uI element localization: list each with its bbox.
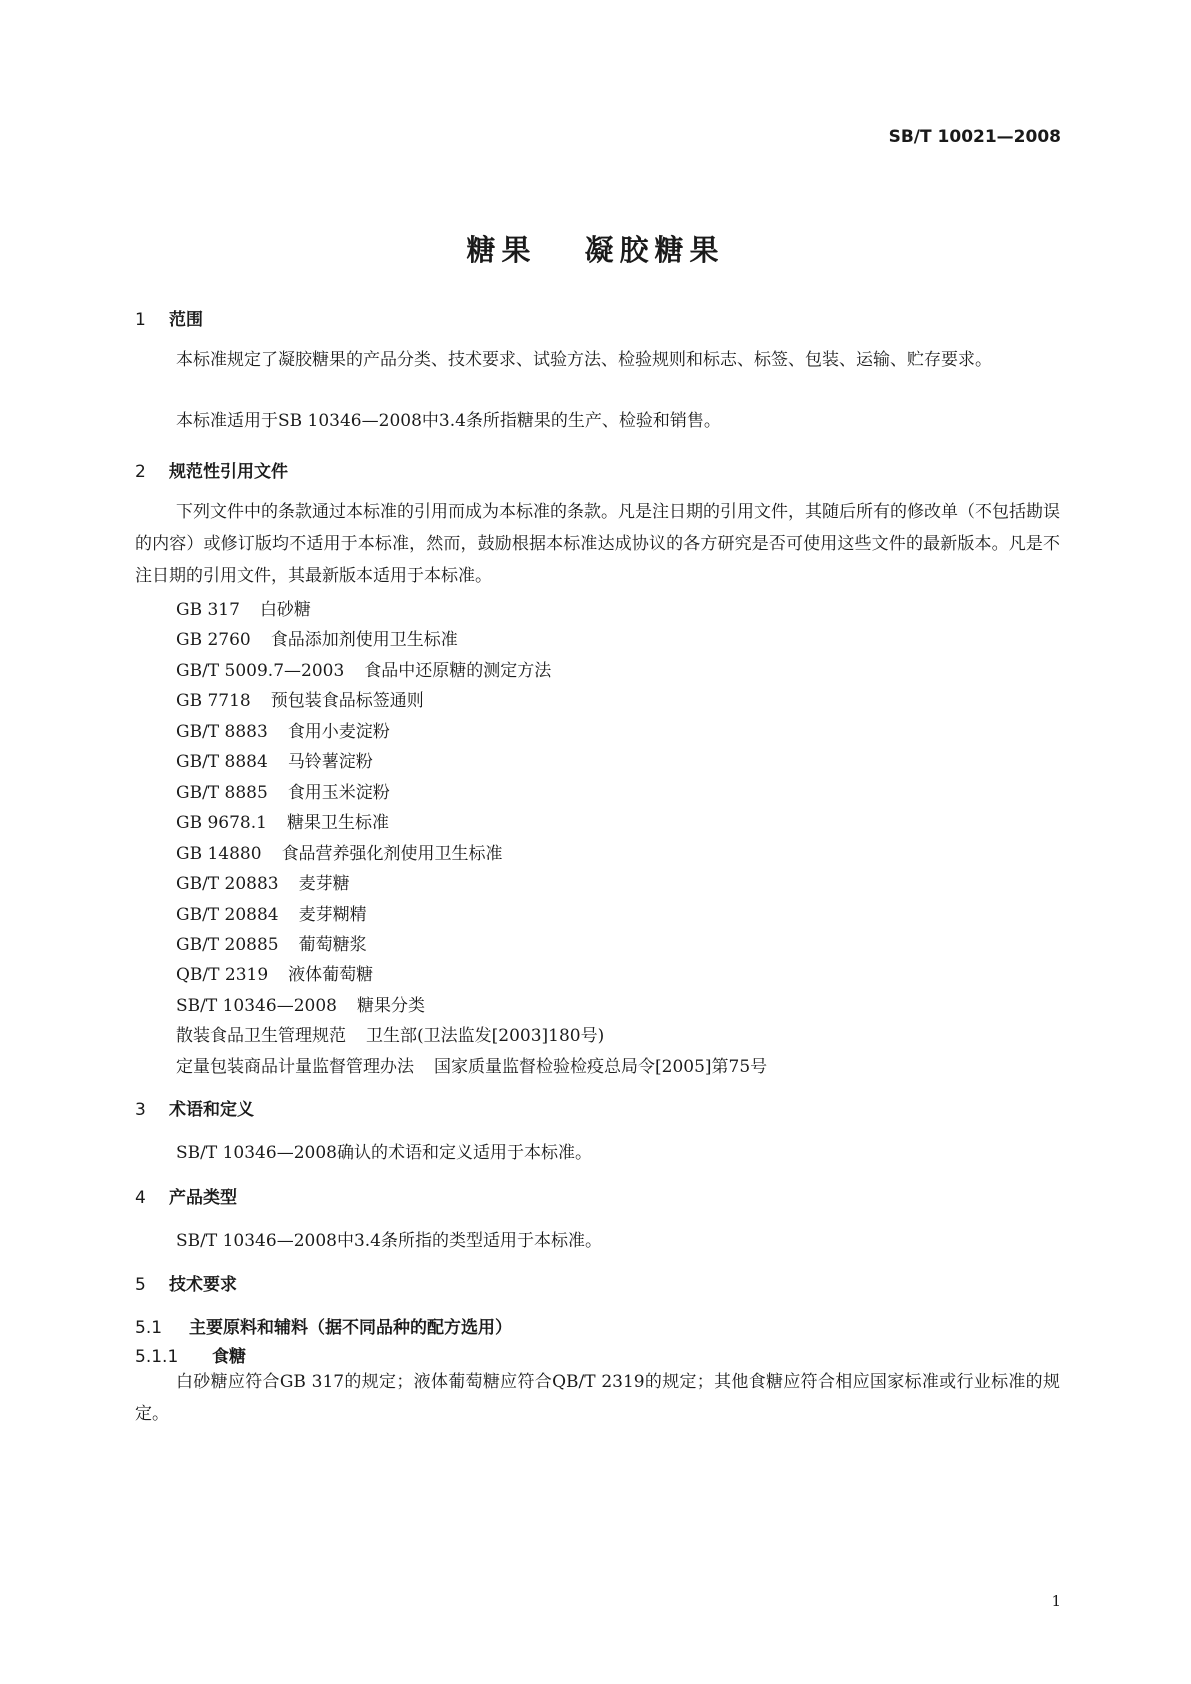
reference-item <box>176 900 367 925</box>
reference-item <box>176 930 367 955</box>
reference-code: GB/T 20884 <box>176 905 279 925</box>
reference-item <box>176 686 424 711</box>
reference-item <box>176 656 551 681</box>
reference-item <box>176 960 373 985</box>
reference-code: GB 14880 <box>176 844 262 864</box>
section-3-heading <box>135 1095 254 1120</box>
title-part2: 凝胶糖果 <box>584 233 725 267</box>
section-1-heading <box>135 305 203 330</box>
reference-item <box>176 1052 767 1077</box>
reference-item <box>176 747 373 772</box>
section-title: 术语和定义 <box>169 1100 254 1120</box>
section-title: 技术要求 <box>169 1275 237 1295</box>
section-number: 2 <box>135 462 146 482</box>
subsection-5-1-1-paragraph: 白砂糖应符合GB 317的规定；液体葡萄糖应符合QB/T 2319的规定；其他食糖应符合相应国家标准或行业标准的规定。 <box>135 1372 1060 1424</box>
reference-name: 马铃薯淀粉 <box>287 752 373 772</box>
section-4-paragraph: SB/T 10346—2008中3.4条所指的类型适用于本标准。 <box>176 1231 602 1251</box>
subsection-title: 食糖 <box>212 1347 246 1367</box>
reference-name: 卫生部(卫法监发[2003]180号) <box>366 1026 605 1046</box>
reference-name: 国家质量监督检验检疫总局令[2005]第75号 <box>434 1057 768 1077</box>
reference-code: 定量包装商品计量监督管理办法 <box>176 1057 414 1077</box>
reference-item <box>176 839 503 864</box>
reference-code: 散装食品卫生管理规范 <box>176 1026 346 1046</box>
section-1-paragraph-1: 本标准规定了凝胶糖果的产品分类、技术要求、试验方法、检验规则和标志、标签、包装、运输、贮存要求。 <box>176 350 992 370</box>
reference-code: GB 7718 <box>176 691 251 711</box>
subsection-number: 5.1 <box>135 1318 163 1338</box>
reference-name: 糖果卫生标准 <box>286 813 389 833</box>
reference-name: 食用玉米淀粉 <box>287 783 390 803</box>
reference-code: GB 9678.1 <box>176 813 267 833</box>
section-number: 5 <box>135 1275 146 1295</box>
reference-code: GB/T 5009.7—2003 <box>176 661 345 681</box>
standard-code: SB/T 10021—2008 <box>888 127 1061 147</box>
reference-item <box>176 778 390 803</box>
reference-item <box>176 808 389 833</box>
subsection-5-1-1-heading <box>135 1342 246 1367</box>
reference-code: GB/T 8885 <box>176 783 268 803</box>
section-number: 1 <box>135 310 146 330</box>
section-title: 规范性引用文件 <box>169 462 288 482</box>
reference-name: 麦芽糖 <box>298 874 350 894</box>
reference-name: 食品中还原糖的测定方法 <box>364 661 552 681</box>
reference-name: 葡萄糖浆 <box>298 935 367 955</box>
section-1-paragraph-2: 本标准适用于SB 10346—2008中3.4条所指糖果的生产、检验和销售。 <box>176 411 721 431</box>
reference-name: 糖果分类 <box>356 996 425 1016</box>
subsection-number: 5.1.1 <box>135 1347 179 1367</box>
reference-name: 食用小麦淀粉 <box>287 722 390 742</box>
reference-code: SB/T 10346—2008 <box>176 996 337 1016</box>
reference-code: GB/T 8883 <box>176 722 268 742</box>
section-title: 产品类型 <box>169 1188 237 1208</box>
section-2-heading <box>135 457 288 482</box>
reference-item <box>176 717 390 742</box>
reference-code: GB/T 8884 <box>176 752 268 772</box>
page-number: 1 <box>1051 1592 1061 1610</box>
section-5-heading <box>135 1270 237 1295</box>
title-part1: 糖果 <box>466 233 537 267</box>
reference-name: 麦芽糊精 <box>298 905 367 925</box>
section-3-paragraph: SB/T 10346—2008确认的术语和定义适用于本标准。 <box>176 1143 592 1163</box>
section-4-heading <box>135 1183 237 1208</box>
reference-name: 预包装食品标签通则 <box>270 691 424 711</box>
document-title <box>0 228 1191 269</box>
reference-code: GB 2760 <box>176 630 251 650</box>
reference-code: QB/T 2319 <box>176 965 269 985</box>
subsection-5-1-heading <box>135 1313 512 1338</box>
reference-name: 食品添加剂使用卫生标准 <box>270 630 458 650</box>
reference-item <box>176 1021 604 1046</box>
section-number: 3 <box>135 1100 146 1120</box>
subsection-title: 主要原料和辅料（据不同品种的配方选用） <box>189 1318 512 1338</box>
reference-name: 白砂糖 <box>259 600 311 620</box>
reference-item <box>176 991 425 1016</box>
reference-item <box>176 595 311 620</box>
section-title: 范围 <box>169 310 203 330</box>
reference-name: 液体葡萄糖 <box>288 965 374 985</box>
reference-item <box>176 869 350 894</box>
reference-code: GB 317 <box>176 600 240 620</box>
reference-item <box>176 625 458 650</box>
section-2-intro: 下列文件中的条款通过本标准的引用而成为本标准的条款。凡是注日期的引用文件，其随后所有的修改单（不包括勘误的内容）或修订版均不适用于本标准，然而，鼓励根据本标准达成协议的各方研究是否可使用这些文件的最新版本。凡是不注日期的引用文件，其最新版本适用于本标准。 <box>135 502 1060 586</box>
section-number: 4 <box>135 1188 146 1208</box>
reference-name: 食品营养强化剂使用卫生标准 <box>281 844 503 864</box>
reference-code: GB/T 20885 <box>176 935 279 955</box>
reference-code: GB/T 20883 <box>176 874 279 894</box>
